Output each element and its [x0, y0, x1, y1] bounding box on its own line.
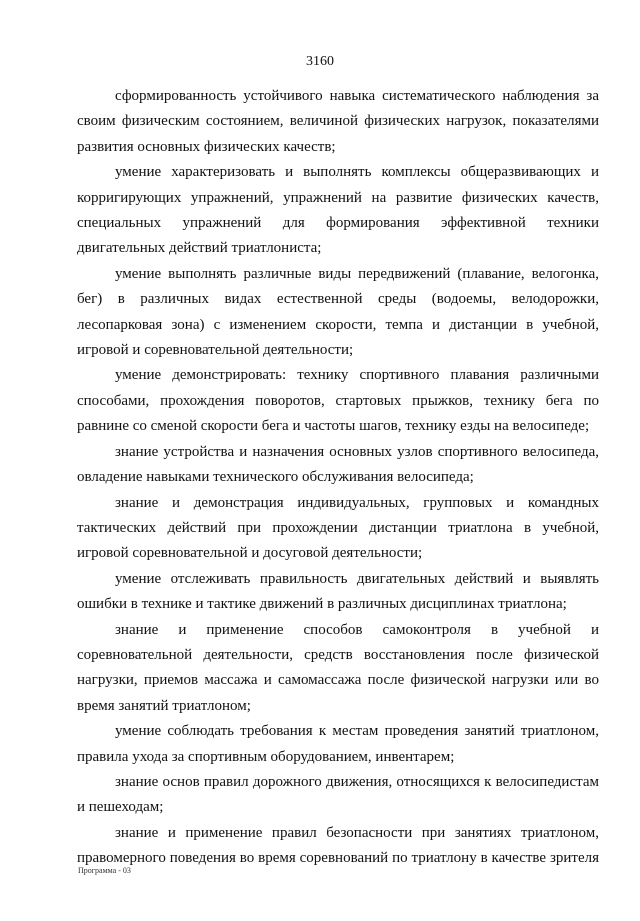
paragraph: сформированность устойчивого навыка систематического наблюдения за своим физическим состоянием, величиной физических нагрузок, показателями развития основных физических качеств; [77, 88, 599, 155]
footer-note: Программа - 03 [78, 866, 131, 875]
paragraph: знание и демонстрация индивидуальных, групповых и командных тактических действий при прохождении дистанции триатлона в учебной, игровой соревновательной и досуговой деятельности; [77, 494, 599, 562]
paragraph: умение соблюдать требования к местам проведения занятий триатлоном, правила ухода за спортивным оборудованием, инвентарем; [77, 723, 599, 765]
paragraph: знание и применение способов самоконтроля в учебной и соревновательной деятельности, средств восстановления после физической нагрузки, приемов массажа и самомассажа после физической нагрузки или во время занятий триатлоном; [77, 621, 599, 714]
paragraph: умение характеризовать и выполнять комплексы общеразвивающих и корригирующих упражнений, упражнений на развитие физических качеств, специальных упражнений для формирования эффективной техники двигательных действий триатлониста; [77, 164, 599, 257]
page-number: 3160 [306, 54, 334, 69]
paragraph: умение отслеживать правильность двигательных действий и выявлять ошибки в технике и тактике движений в различных дисциплинах триатлона; [77, 570, 599, 613]
paragraph: знание основ правил дорожного движения, относящихся к велосипедистам и пешеходам; [77, 773, 599, 816]
document-body [77, 84, 599, 872]
paragraph: умение выполнять различные виды передвижений (плавание, велогонка, бег) в различных видах естественной среды (водоемы, велодорожки, лесопарковая зона) с изменением скорости, темпа и дистанции в учебной, игровой и соревновательной деятельности; [77, 265, 599, 359]
paragraph: знание устройства и назначения основных узлов спортивного велосипеда, овладение навыками технического обслуживания велосипеда; [77, 443, 599, 486]
paragraph: знание и применение правил безопасности при занятиях триатлоном, правомерного поведения во время соревнований по триатлону в качестве зрителя [77, 824, 599, 867]
paragraph: умение демонстрировать: технику спортивного плавания различными способами, прохождения поворотов, стартовых прыжков, технику бега по равнине со сменой скорости бега и частоты шагов, технику езды на велосипеде; [77, 367, 599, 435]
